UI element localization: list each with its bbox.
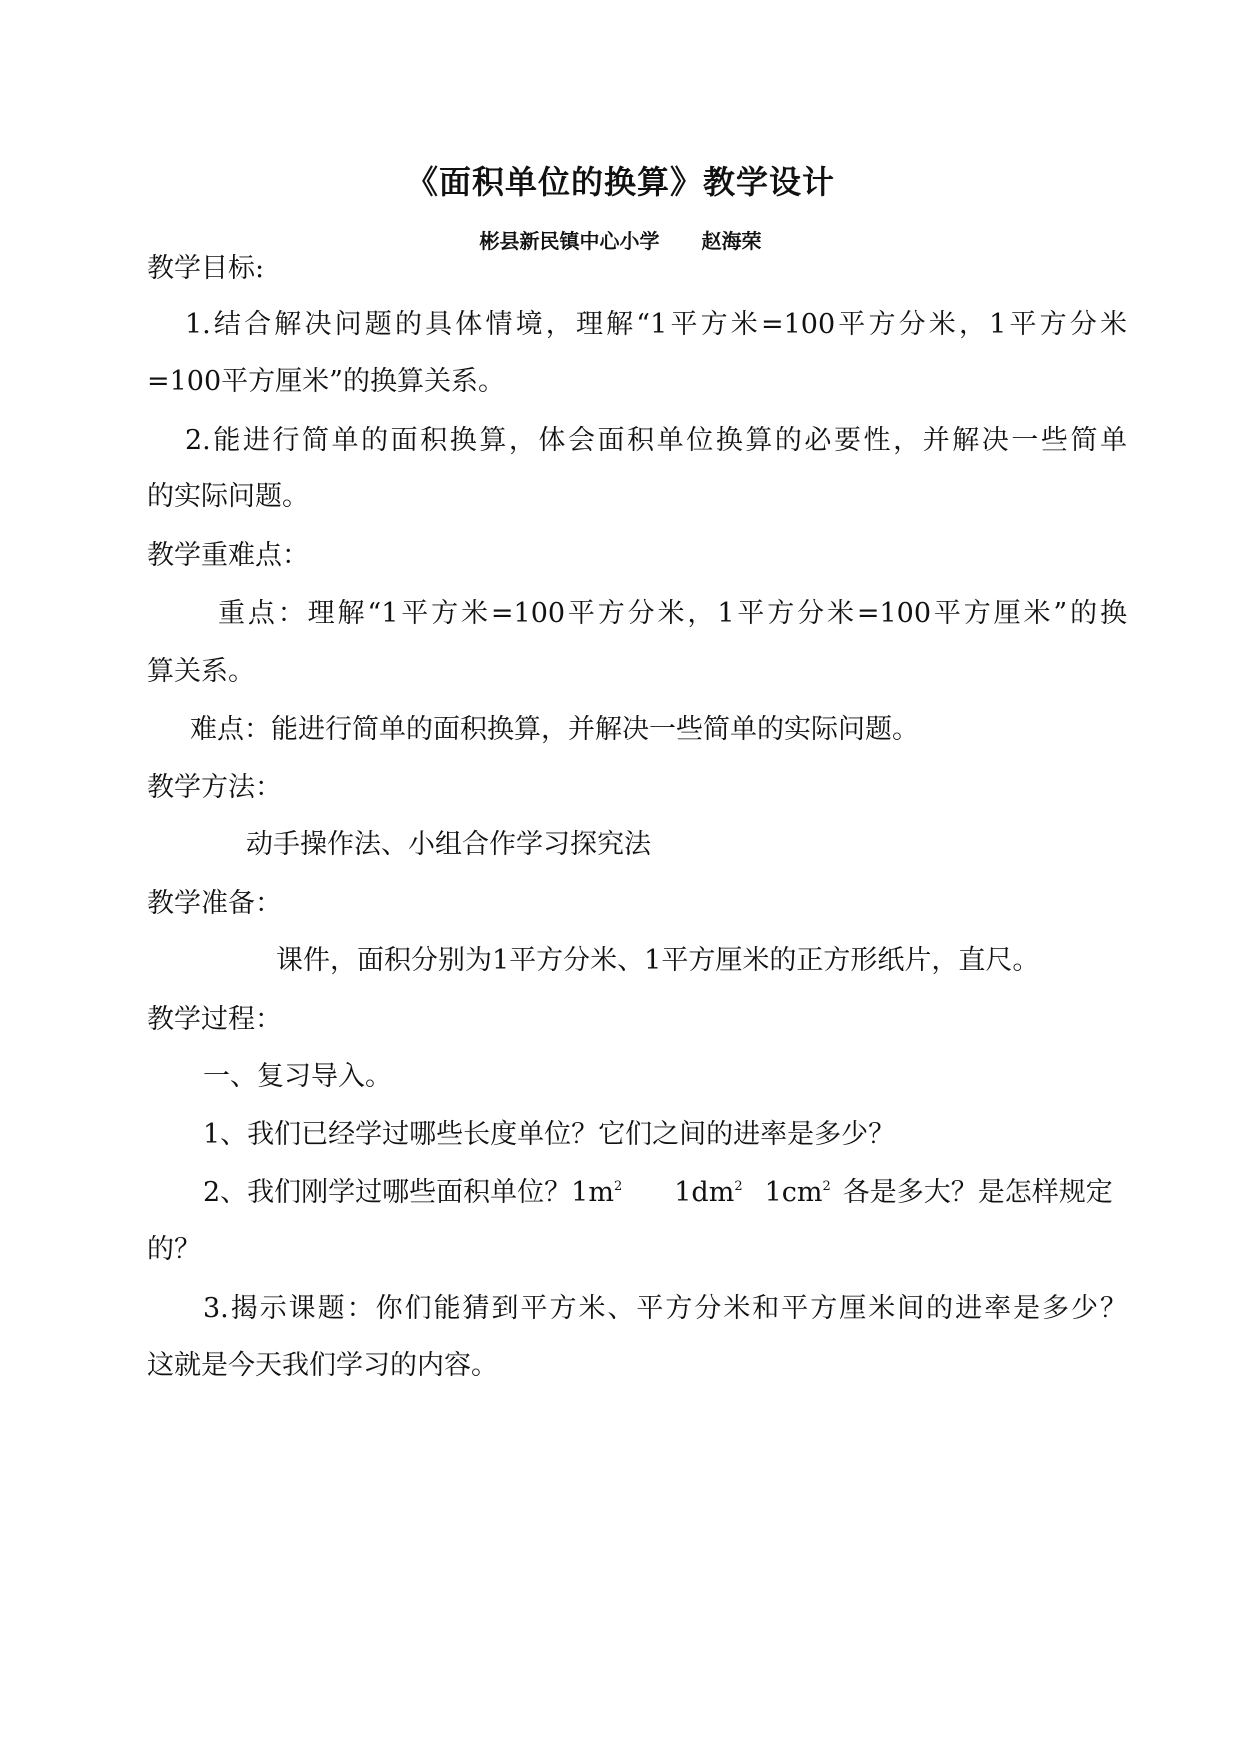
document-title: 《面积单位的换算》教学设计 <box>405 163 835 201</box>
methods-text: 动手操作法、小组合作学习探究法 <box>246 829 651 860</box>
question-2-line-1 <box>203 1175 1127 1211</box>
goal-item-1-line-1: 1.结合解决问题的具体情境，理解“1平方米=100平方分米，1平方分米 <box>185 309 1127 340</box>
difficulty-line: 难点：能进行简单的面积换算，并解决一些简单的实际问题。 <box>190 714 919 745</box>
key-points-heading: 教学重难点： <box>147 540 309 571</box>
squared-mark: 2 <box>734 1179 743 1194</box>
question-1: 1、我们已经学过哪些长度单位？它们之间的进率是多少？ <box>203 1119 896 1150</box>
goal-item-1-line-2: =100平方厘米”的换算关系。 <box>147 366 505 397</box>
key-point-line-1: 重点：理解“1平方米=100平方分米，1平方分米=100平方厘米”的换 <box>218 598 1127 629</box>
squared-mark: 2 <box>613 1179 623 1194</box>
squared-mark: 2 <box>822 1179 831 1194</box>
methods-heading: 教学方法： <box>147 772 282 803</box>
process-section-1: 一、复习导入。 <box>203 1061 392 1092</box>
author-name: 赵海荣 <box>701 229 762 253</box>
unit-cm: 1cm <box>764 1177 823 1208</box>
unit-dm: 1dm <box>674 1177 735 1208</box>
preparation-text: 课件，面积分别为1平方分米、1平方厘米的正方形纸片，直尺。 <box>276 945 1040 976</box>
question-2-line-2: 的？ <box>147 1234 201 1265</box>
question-3-line-1: 3.揭示课题：你们能猜到平方米、平方分米和平方厘米间的进率是多少？ <box>203 1293 1127 1324</box>
goals-heading: 教学目标: <box>147 253 265 284</box>
question-2-suffix: 各是多大？是怎样规定 <box>842 1177 1113 1208</box>
question-2-prefix: 2、我们刚学过哪些面积单位？1m <box>203 1177 614 1208</box>
goal-item-2-line-2: 的实际问题。 <box>147 481 309 512</box>
author-school: 彬县新民镇中心小学 <box>479 229 660 253</box>
question-3-line-2: 这就是今天我们学习的内容。 <box>147 1350 498 1381</box>
preparation-heading: 教学准备： <box>147 888 282 919</box>
process-heading: 教学过程： <box>147 1004 282 1035</box>
key-point-line-2: 算关系。 <box>147 656 255 687</box>
goal-item-2-line-1: 2.能进行简单的面积换算，体会面积单位换算的必要性，并解决一些简单 <box>185 425 1127 456</box>
